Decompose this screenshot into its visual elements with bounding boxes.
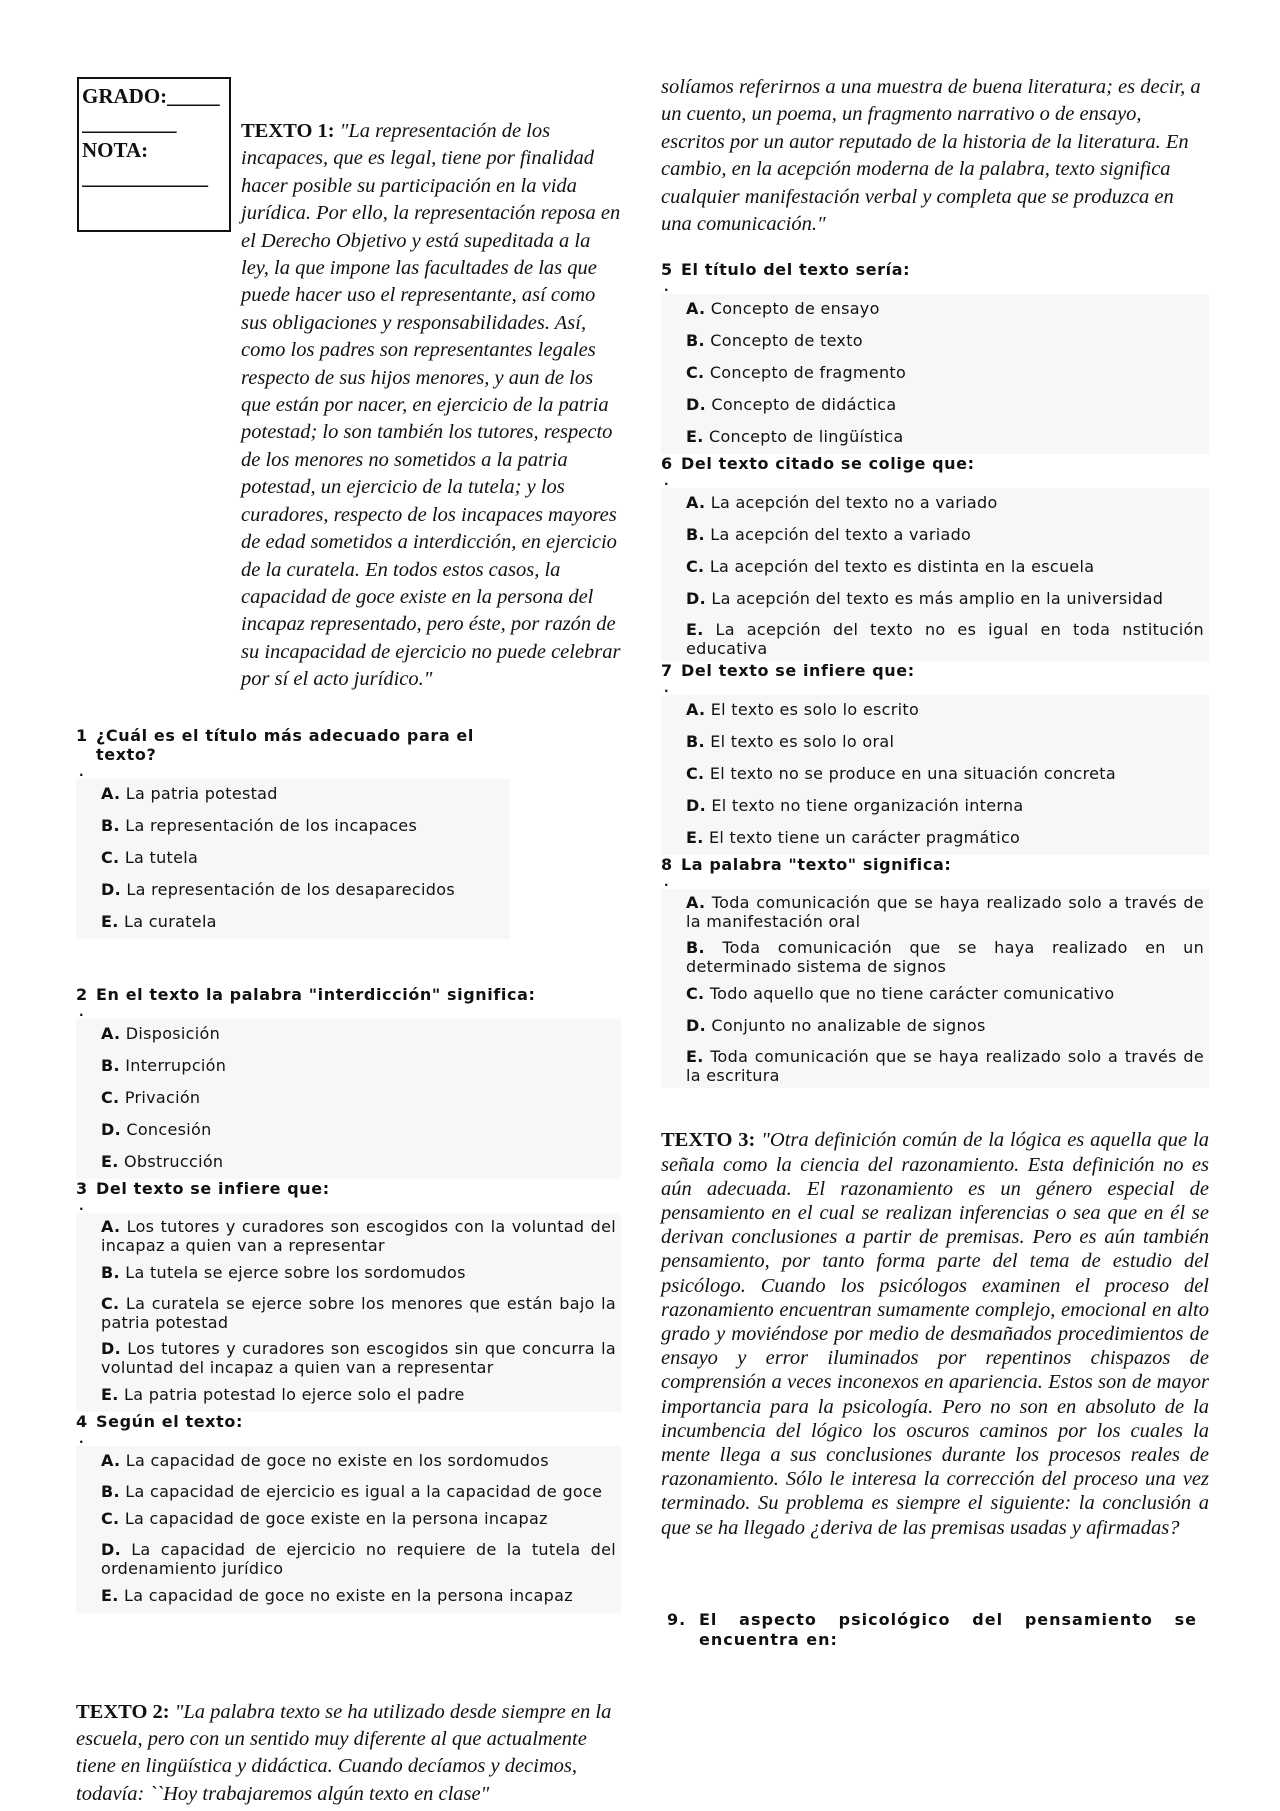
question-number: 8 <box>661 855 673 875</box>
answer-option[interactable] <box>686 552 1204 584</box>
answer-option[interactable] <box>686 1043 1204 1088</box>
answer-option[interactable] <box>101 1258 616 1290</box>
question-text: Del texto se infiere que: <box>681 661 915 681</box>
answer-option[interactable] <box>101 1581 616 1613</box>
answer-option[interactable] <box>101 875 505 907</box>
option-letter: E. <box>101 1151 119 1171</box>
option-letter: A. <box>686 299 706 319</box>
options-list <box>76 1446 621 1613</box>
option-text: La capacidad de ejercicio no requiere de la tutela del ordenamiento jurídico <box>101 1539 616 1578</box>
question-9-text: El aspecto psicológico del pensamiento se encuentra en: <box>699 1609 1197 1649</box>
option-letter: C. <box>101 1508 120 1528</box>
answer-option[interactable] <box>101 1478 616 1504</box>
option-text: La acepción del texto es más amplio en la universidad <box>711 589 1164 609</box>
option-letter: C. <box>686 764 705 784</box>
answer-option[interactable] <box>686 759 1204 791</box>
option-text: La curatela <box>124 911 217 931</box>
answer-option[interactable] <box>101 1504 616 1536</box>
question-number: 3 <box>76 1178 88 1198</box>
option-text: Concepto de lingüística <box>709 427 904 447</box>
question-text: Del texto se infiere que: <box>96 1178 330 1198</box>
answer-option[interactable] <box>101 1019 616 1051</box>
option-text: La tutela se ejerce sobre los sordomudos <box>125 1262 466 1282</box>
question-number-dot: . <box>79 1004 84 1019</box>
option-letter: B. <box>686 331 705 351</box>
option-letter: A. <box>101 1450 121 1470</box>
option-letter: A. <box>101 783 121 803</box>
option-letter: D. <box>686 395 706 415</box>
answer-option[interactable] <box>686 326 1204 358</box>
question-number: 6 <box>661 454 673 474</box>
options-list <box>661 488 1209 661</box>
option-letter: C. <box>686 557 705 577</box>
option-letter: E. <box>101 911 119 931</box>
question-number-dot: . <box>664 474 669 489</box>
question-number: 4 <box>76 1411 88 1431</box>
option-letter: A. <box>101 1023 121 1043</box>
option-text: La capacidad de goce no existe en la persona incapaz <box>124 1585 573 1605</box>
option-text: El texto tiene un carácter pragmático <box>709 828 1021 848</box>
option-text: El texto es solo lo oral <box>710 732 895 752</box>
texto2-passage <box>76 1699 621 1809</box>
question-number-dot: . <box>664 280 669 295</box>
question-number-dot: . <box>664 875 669 890</box>
answer-option[interactable] <box>686 889 1204 934</box>
question-5-heading <box>661 260 1209 279</box>
answer-option[interactable] <box>686 358 1204 390</box>
option-text: La representación de los desaparecidos <box>126 879 455 899</box>
texto3-label: TEXTO 3: <box>661 1129 756 1152</box>
texto2-body-left: "La palabra texto se ha utilizado desde siempre en la escuela, pero con un sentido muy diferente al que actualmente tiene en lingüística y didáctica. Cuando decíamos y decimos, todavía: ``Hoy trabajaremos algún texto en clase" <box>76 1700 612 1805</box>
option-text: Concepto de didáctica <box>711 395 897 415</box>
question-number: 1 <box>76 725 88 745</box>
option-letter: C. <box>101 847 120 867</box>
question-9-number: 9. <box>667 1609 687 1629</box>
question-text: Según el texto: <box>96 1411 243 1431</box>
option-text: Conjunto no analizable de signos <box>711 1016 986 1036</box>
option-text: La acepción del texto a variado <box>710 525 972 545</box>
option-letter: D. <box>686 589 706 609</box>
answer-option[interactable] <box>686 695 1204 727</box>
option-text: La acepción del texto es distinta en la escuela <box>709 557 1095 577</box>
option-letter: D. <box>101 1338 121 1358</box>
option-text: Los tutores y curadores son escogidos sin que concurra la voluntad del incapaz a quien van a representar <box>101 1338 616 1377</box>
option-text: Obstrucción <box>124 1151 224 1171</box>
question-3-heading <box>76 1179 621 1198</box>
option-text: La patria potestad <box>125 783 278 803</box>
option-letter: E. <box>686 828 704 848</box>
question-text: La palabra "texto" significa: <box>681 855 952 875</box>
grade-label: GRADO:_____ <box>82 84 220 108</box>
option-letter: C. <box>101 1087 120 1107</box>
option-text: La representación de los incapaces <box>125 815 418 835</box>
option-letter: D. <box>101 1119 121 1139</box>
answer-option[interactable] <box>686 1011 1204 1043</box>
option-letter: C. <box>686 363 705 383</box>
answer-option[interactable] <box>101 1213 616 1258</box>
question-text: El título del texto sería: <box>681 260 911 280</box>
answer-option[interactable] <box>101 843 505 875</box>
option-text: Concepto de fragmento <box>709 363 907 383</box>
option-letter: B. <box>101 815 120 835</box>
answer-option[interactable] <box>101 1446 616 1478</box>
option-letter: A. <box>101 1216 121 1236</box>
texto1-passage <box>76 118 621 694</box>
option-letter: A. <box>686 700 706 720</box>
option-text: La curatela se ejerce sobre los menores que están bajo la patria potestad <box>101 1293 617 1332</box>
question-number-dot: . <box>79 1431 84 1446</box>
texto2-continuation: solíamos referirnos a una muestra de buena literatura; es decir, a un cuento, un poema, un fragmento narrativo o de ensayo, escritos por un autor reputado de la historia de la literatura. En cambio, en la acepción moderna de la palabra, texto significa cualquier manifestación verbal y completa que se produzca en una comunicación." <box>661 76 1201 236</box>
texto2-label: TEXTO 2: <box>76 1700 170 1723</box>
right-column <box>661 74 1209 1650</box>
options-list <box>76 1019 621 1179</box>
texto3-body: "Otra definición común de la lógica es aquella que la señala como la ciencia del razonamiento. Esta definición no es aún adecuada. El razonamiento es un género especial de pensamiento en el cual se realizan inferencias o sea que en él se derivan conclusiones a partir de premisas. Pero es aún también pensamiento, por tanto forma parte del tema de estudio del psicólogo. Cuando los psicólogos examinen el proceso del razonamiento encuentran sumamente complejo, emocional en alto grado y moviéndose por medio de desmañados procedimientos de ensayo y error iluminados por repentinos chispazos de comprensión a veces inconexos en apariencia. Estos son de mayor importancia para la psicología. Pero no son en absoluto de la incumbencia del lógico los oscuros caminos por los cuales la mente llega a sus conclusiones durante los procesos reales de razonamiento. Sólo le interesa la corrección del proceso una vez terminado. Su problema es siempre el siguiente: la conclusión a que se ha llegado ¿deriva de las premisas usadas y afirmadas? <box>661 1129 1210 1539</box>
option-letter: A. <box>686 893 706 913</box>
answer-option[interactable] <box>101 1536 616 1581</box>
question-2 <box>76 985 621 1179</box>
answer-option[interactable] <box>686 422 1204 454</box>
texto1-body: "La representación de los incapaces, que es legal, tiene por finalidad hacer posible su participación en la vida jurídica. Por ello, la representación reposa en el Derecho Objetivo y está supeditada a la ley, la que impone las facultades de las que puede hacer uso el representante, así como sus obligaciones y responsabilidades. Así, como los padres son representantes legales respecto de sus hijos menores, y aun de los que están por nacer, en ejercicio de la patria potestad; lo son también los tutores, respecto de los menores no sometidos a la patria potestad, un ejercicio de la tutela; y los curadores, respecto de los incapaces mayores de edad sometidos a interdicción, en ejercicio de la curatela. En todos estos casos, la capacidad de goce existe en la persona del incapaz representado, pero éste, por razón de su incapacidad de ejercicio no puede celebrar por sí el acto jurídico." <box>241 120 621 691</box>
option-text: La acepción del texto no es igual en toda nstitución educativa <box>686 620 1204 659</box>
option-text: Toda comunicación que se haya realizado solo a través de la escritura <box>686 1047 1204 1086</box>
option-text: La patria potestad lo ejerce solo el padre <box>124 1384 465 1404</box>
question-9 <box>661 1610 1197 1650</box>
question-4-heading <box>76 1412 621 1431</box>
answer-option[interactable] <box>101 1147 616 1179</box>
question-6-heading <box>661 454 1209 473</box>
option-text: Toda comunicación que se haya realizado en un determinado sistema de signos <box>686 938 1205 977</box>
answer-option[interactable] <box>101 779 505 811</box>
option-text: Los tutores y curadores son escogidos con la voluntad del incapaz a quien van a representar <box>101 1216 616 1255</box>
option-letter: D. <box>101 879 121 899</box>
option-letter: D. <box>101 1539 121 1559</box>
question-number: 2 <box>76 984 88 1004</box>
option-letter: B. <box>101 1262 120 1282</box>
option-letter: C. <box>686 984 705 1004</box>
answer-option[interactable] <box>686 791 1204 823</box>
answer-option[interactable] <box>686 979 1204 1011</box>
option-text: La capacidad de ejercicio es igual a la capacidad de goce <box>125 1481 603 1501</box>
answer-option[interactable] <box>101 1290 616 1335</box>
option-text: Privación <box>124 1087 201 1107</box>
option-text: Concepto de texto <box>710 331 863 351</box>
question-text: ¿Cuál es el título más adecuado para el texto? <box>96 725 474 764</box>
answer-option[interactable] <box>101 1083 616 1115</box>
option-letter: E. <box>686 1047 704 1067</box>
option-letter: A. <box>686 493 706 513</box>
option-text: La capacidad de goce existe en la persona incapaz <box>124 1508 548 1528</box>
option-letter: B. <box>101 1055 120 1075</box>
question-2-heading <box>76 985 621 1004</box>
option-text: Concepto de ensayo <box>710 299 880 319</box>
question-number: 7 <box>661 661 673 681</box>
option-letter: B. <box>686 525 705 545</box>
question-8-heading <box>661 855 1209 874</box>
option-letter: C. <box>101 1293 120 1313</box>
option-text: Disposición <box>125 1023 221 1043</box>
question-5 <box>661 260 1209 454</box>
answer-option[interactable] <box>686 616 1204 661</box>
options-list <box>661 889 1209 1088</box>
question-1-heading <box>76 726 510 764</box>
option-text: La capacidad de goce no existe en los sordomudos <box>125 1450 549 1470</box>
question-3 <box>76 1179 621 1412</box>
question-number-dot: . <box>664 681 669 696</box>
answer-option[interactable] <box>686 584 1204 616</box>
answer-option[interactable] <box>686 727 1204 759</box>
question-7 <box>661 661 1209 855</box>
answer-option[interactable] <box>686 488 1204 520</box>
option-text: Toda comunicación que se haya realizado solo a través de la manifestación oral <box>686 893 1204 932</box>
answer-option[interactable] <box>101 1051 616 1083</box>
left-column <box>76 74 621 1808</box>
option-text: El texto no tiene organización interna <box>711 796 1024 816</box>
option-letter: D. <box>686 796 706 816</box>
question-6 <box>661 454 1209 661</box>
answer-option[interactable] <box>101 1335 616 1380</box>
nota-label: NOTA: <box>82 138 149 162</box>
question-number: 5 <box>661 260 673 280</box>
option-text: Concesión <box>126 1119 212 1139</box>
option-text: El texto es solo lo escrito <box>710 700 920 720</box>
answer-option[interactable] <box>101 907 505 939</box>
answer-option[interactable] <box>101 1115 616 1147</box>
option-text: Interrupción <box>125 1055 227 1075</box>
texto1-label: TEXTO 1: <box>241 120 335 142</box>
option-text: El texto no se produce en una situación concreta <box>709 764 1116 784</box>
nota-line: ____________ <box>82 165 208 189</box>
question-4 <box>76 1412 621 1613</box>
options-list <box>661 695 1209 855</box>
option-letter: E. <box>686 427 704 447</box>
question-1 <box>76 726 510 939</box>
question-text: En el texto la palabra "interdicción" significa: <box>96 984 536 1004</box>
texto3-passage <box>661 1128 1209 1539</box>
option-text: Todo aquello que no tiene carácter comunicativo <box>709 984 1115 1004</box>
answer-option[interactable] <box>686 390 1204 422</box>
answer-option[interactable] <box>686 934 1204 979</box>
answer-option[interactable] <box>686 823 1204 855</box>
option-letter: D. <box>686 1016 706 1036</box>
options-list <box>661 294 1209 454</box>
question-number-dot: . <box>79 764 84 779</box>
option-letter: E. <box>101 1384 119 1404</box>
question-7-heading <box>661 661 1209 680</box>
answer-option[interactable] <box>686 294 1204 326</box>
question-text: Del texto citado se colige que: <box>681 454 975 474</box>
option-letter: B. <box>686 732 705 752</box>
option-letter: B. <box>686 938 705 958</box>
option-text: La acepción del texto no a variado <box>710 493 998 513</box>
answer-option[interactable] <box>686 520 1204 552</box>
grade-line: _________ <box>82 111 177 135</box>
option-letter: B. <box>101 1481 120 1501</box>
options-list <box>76 779 510 939</box>
option-letter: E. <box>686 620 704 640</box>
option-text: La tutela <box>124 847 199 867</box>
options-list <box>76 1213 621 1412</box>
answer-option[interactable] <box>101 811 505 843</box>
option-letter: E. <box>101 1585 119 1605</box>
answer-option[interactable] <box>101 1380 616 1412</box>
question-number-dot: . <box>79 1198 84 1213</box>
question-8 <box>661 855 1209 1088</box>
